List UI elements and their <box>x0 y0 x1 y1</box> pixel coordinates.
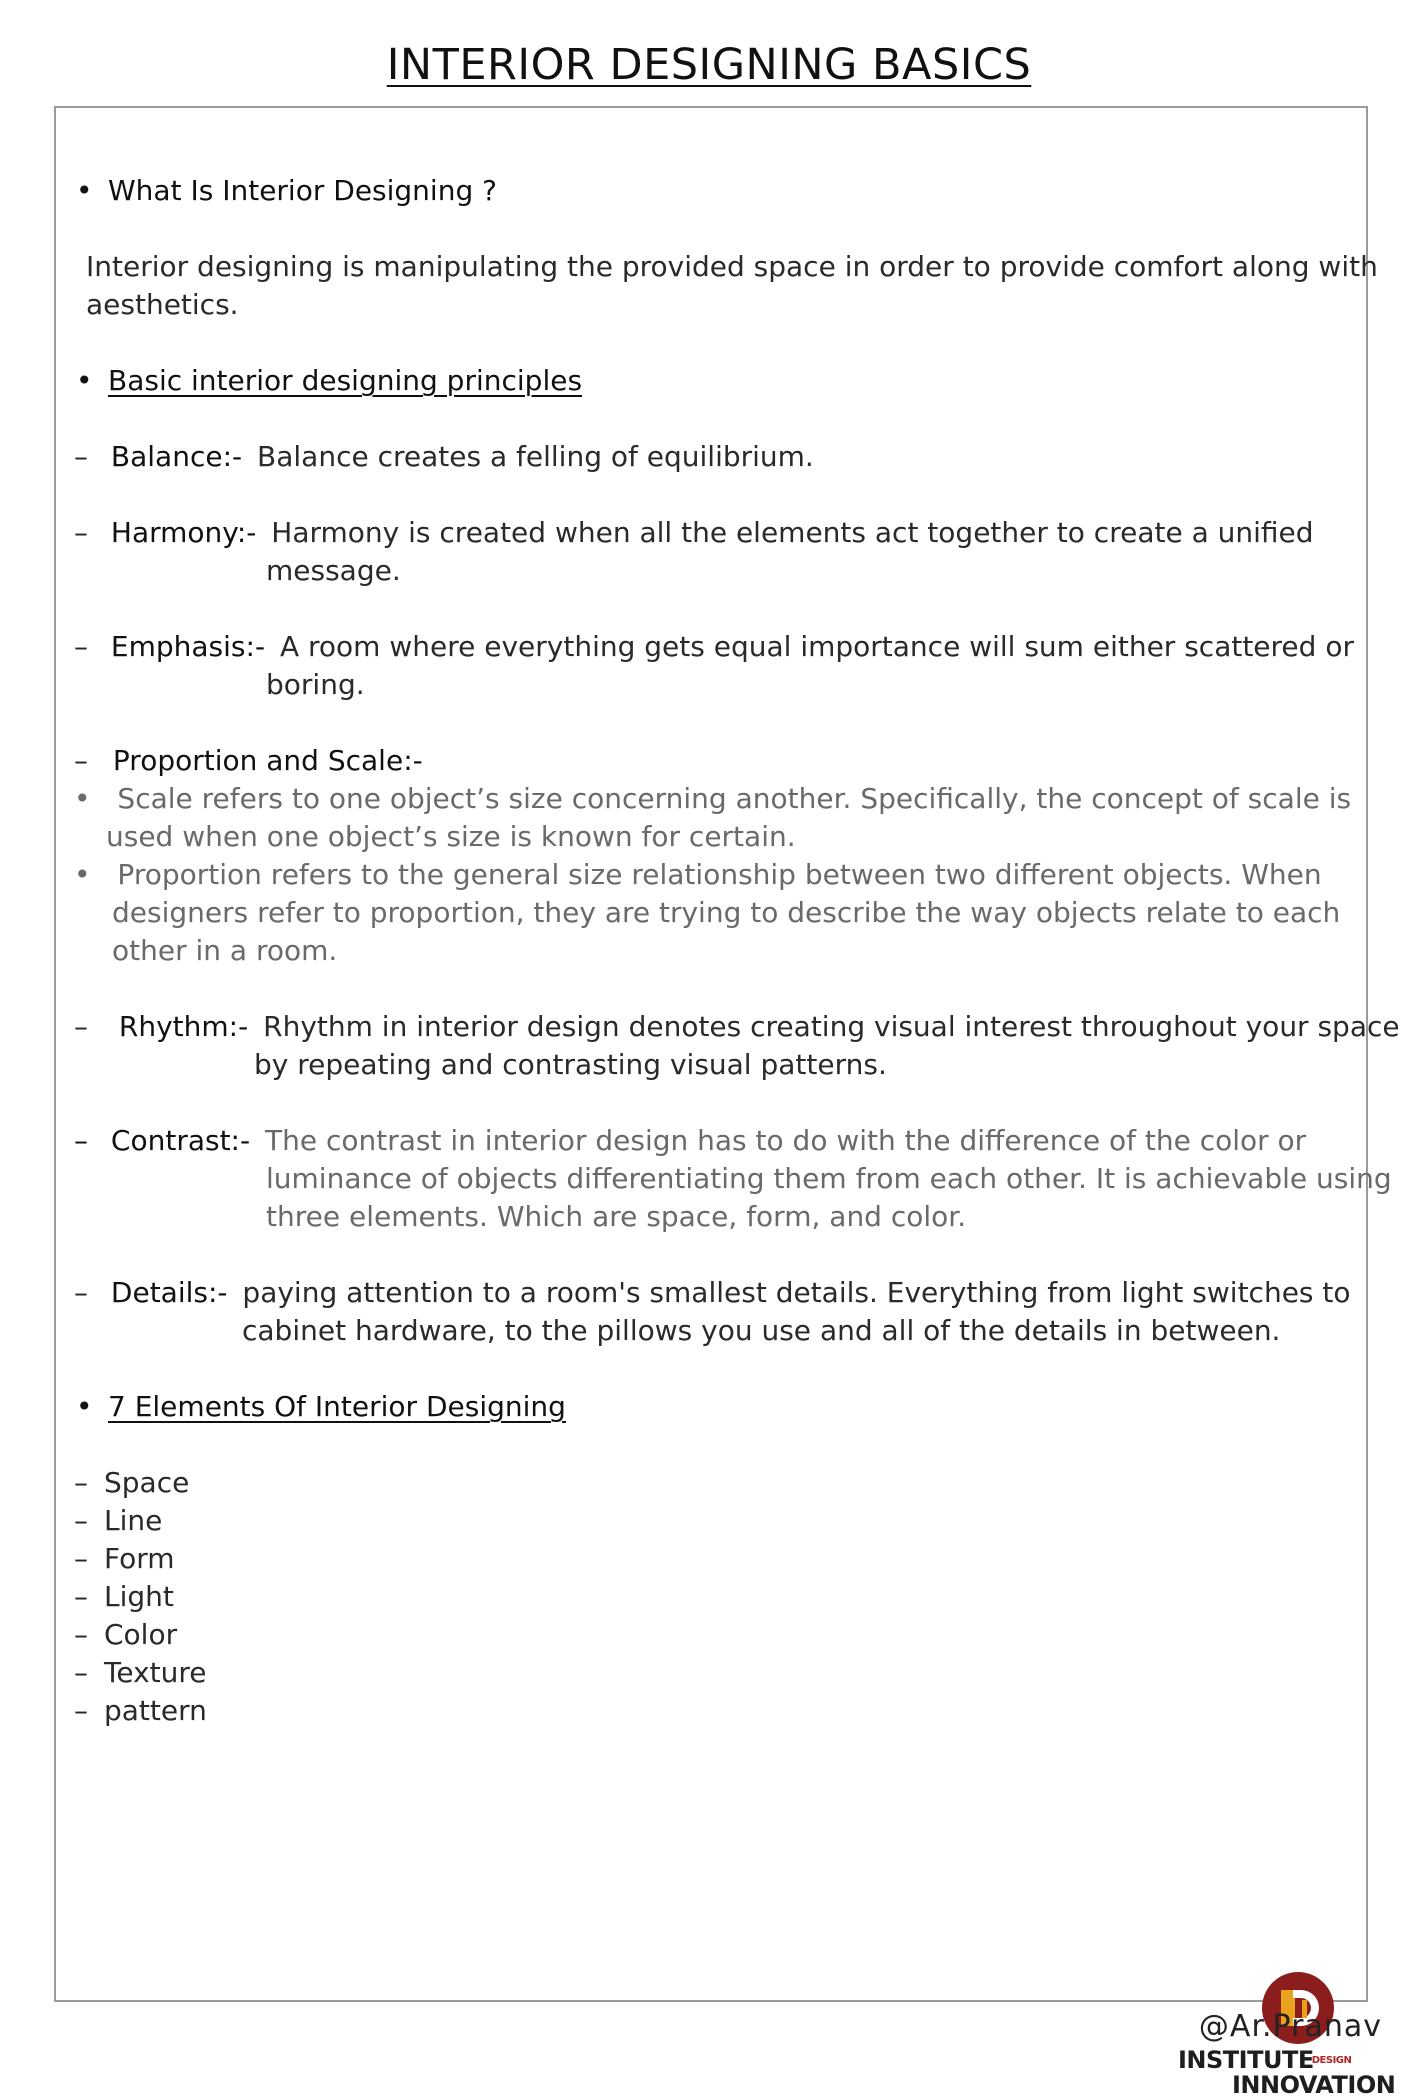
principle-details <box>74 1276 1351 1309</box>
dash: – <box>74 1124 88 1157</box>
dash: – <box>74 630 88 663</box>
element-name: Light <box>104 1580 174 1613</box>
dash: – <box>74 744 88 777</box>
principle-text: paying attention to a room's smallest details. Everything from light switches to <box>242 1276 1351 1309</box>
dash: – <box>74 1656 88 1689</box>
logo-line2: INNOVATION <box>1232 2071 1396 2099</box>
dash: – <box>74 1466 88 1499</box>
section-heading: Basic interior designing principles <box>108 364 583 397</box>
dash: – <box>74 1618 88 1651</box>
principle-text: A room where everything gets equal importance will sum either scattered or <box>279 630 1354 663</box>
principle-rhythm <box>74 1010 1400 1043</box>
principle-label: Harmony:- <box>110 516 257 549</box>
principle-text: by repeating and contrasting visual patterns. <box>254 1048 887 1081</box>
bullet: • <box>76 1390 93 1423</box>
element-list-item <box>74 1694 207 1727</box>
bullet: • <box>74 858 91 891</box>
point-text: designers refer to proportion, they are trying to describe the way objects relate to each <box>112 896 1341 929</box>
logo-design: DESIGN <box>1311 2055 1352 2066</box>
dash: – <box>74 516 88 549</box>
dash: – <box>74 1504 88 1537</box>
principle-text: Balance creates a felling of equilibrium. <box>257 440 814 473</box>
dash: – <box>74 440 88 473</box>
element-list-item <box>74 1580 174 1613</box>
principle-label: Emphasis:- <box>110 630 266 663</box>
section-heading: What Is Interior Designing ? <box>108 174 497 207</box>
principle-emphasis <box>74 630 1354 663</box>
author-handle: @Ar.Pranav <box>1198 2009 1382 2044</box>
element-name: Space <box>104 1466 190 1499</box>
principle-text: three elements. Which are space, form, and color. <box>266 1200 967 1233</box>
principle-proportion <box>74 744 423 777</box>
principle-contrast <box>74 1124 1306 1157</box>
bullet: • <box>76 364 93 397</box>
bullet: • <box>74 782 91 815</box>
principle-label: Rhythm:- <box>118 1010 249 1043</box>
element-name: Color <box>104 1618 178 1651</box>
element-name: pattern <box>104 1694 207 1727</box>
section-heading: 7 Elements Of Interior Designing <box>108 1390 566 1423</box>
paragraph-line: aesthetics. <box>86 288 239 321</box>
element-list-item <box>74 1542 175 1575</box>
principle-text: cabinet hardware, to the pillows you use and all of the details in between. <box>242 1314 1281 1347</box>
point-text: Scale refers to one object’s size concerning another. Specifically, the concept of scale is <box>117 782 1352 815</box>
logo-line1: INSTITUTE <box>1178 2046 1314 2074</box>
principle-label: Contrast:- <box>110 1124 251 1157</box>
dash: – <box>74 1542 88 1575</box>
principle-text: message. <box>266 554 401 587</box>
dash: – <box>74 1580 88 1613</box>
principle-text: Harmony is created when all the elements act together to create a unified <box>271 516 1314 549</box>
bullet: • <box>76 174 93 207</box>
element-list-item <box>74 1504 162 1537</box>
principle-text: boring. <box>266 668 365 701</box>
principle-label: Proportion and Scale:- <box>112 744 423 777</box>
element-list-item <box>74 1656 207 1689</box>
principle-text: luminance of objects differentiating them from each other. It is achievable using <box>266 1162 1392 1195</box>
principle-label: Balance:- <box>110 440 243 473</box>
point-text: Proportion refers to the general size relationship between two different objects. When <box>117 858 1322 891</box>
principle-text: Rhythm in interior design denotes creating visual interest throughout your space <box>263 1010 1400 1043</box>
point-text: other in a room. <box>112 934 338 967</box>
element-name: Line <box>104 1504 163 1537</box>
section-what-is <box>76 174 497 207</box>
point-text: used when one object’s size is known for certain. <box>106 820 796 853</box>
section-elements <box>76 1390 566 1423</box>
paragraph-line: Interior designing is manipulating the provided space in order to provide comfort along with <box>86 250 1378 283</box>
element-list-item <box>74 1618 177 1651</box>
logo-wordmark <box>1178 2048 1418 2097</box>
element-name: Texture <box>104 1656 207 1689</box>
element-list-item <box>74 1466 189 1499</box>
principle-text: The contrast in interior design has to do with the difference of the color or <box>265 1124 1307 1157</box>
principle-balance <box>74 440 814 473</box>
dash: – <box>74 1010 88 1043</box>
scale-point <box>74 782 1351 815</box>
principle-harmony <box>74 516 1314 549</box>
page-title: INTERIOR DESIGNING BASICS <box>386 40 1032 90</box>
dash: – <box>74 1276 88 1309</box>
section-principles <box>76 364 582 397</box>
element-name: Form <box>104 1542 175 1575</box>
dash: – <box>74 1694 88 1727</box>
proportion-point <box>74 858 1322 891</box>
principle-label: Details:- <box>110 1276 228 1309</box>
